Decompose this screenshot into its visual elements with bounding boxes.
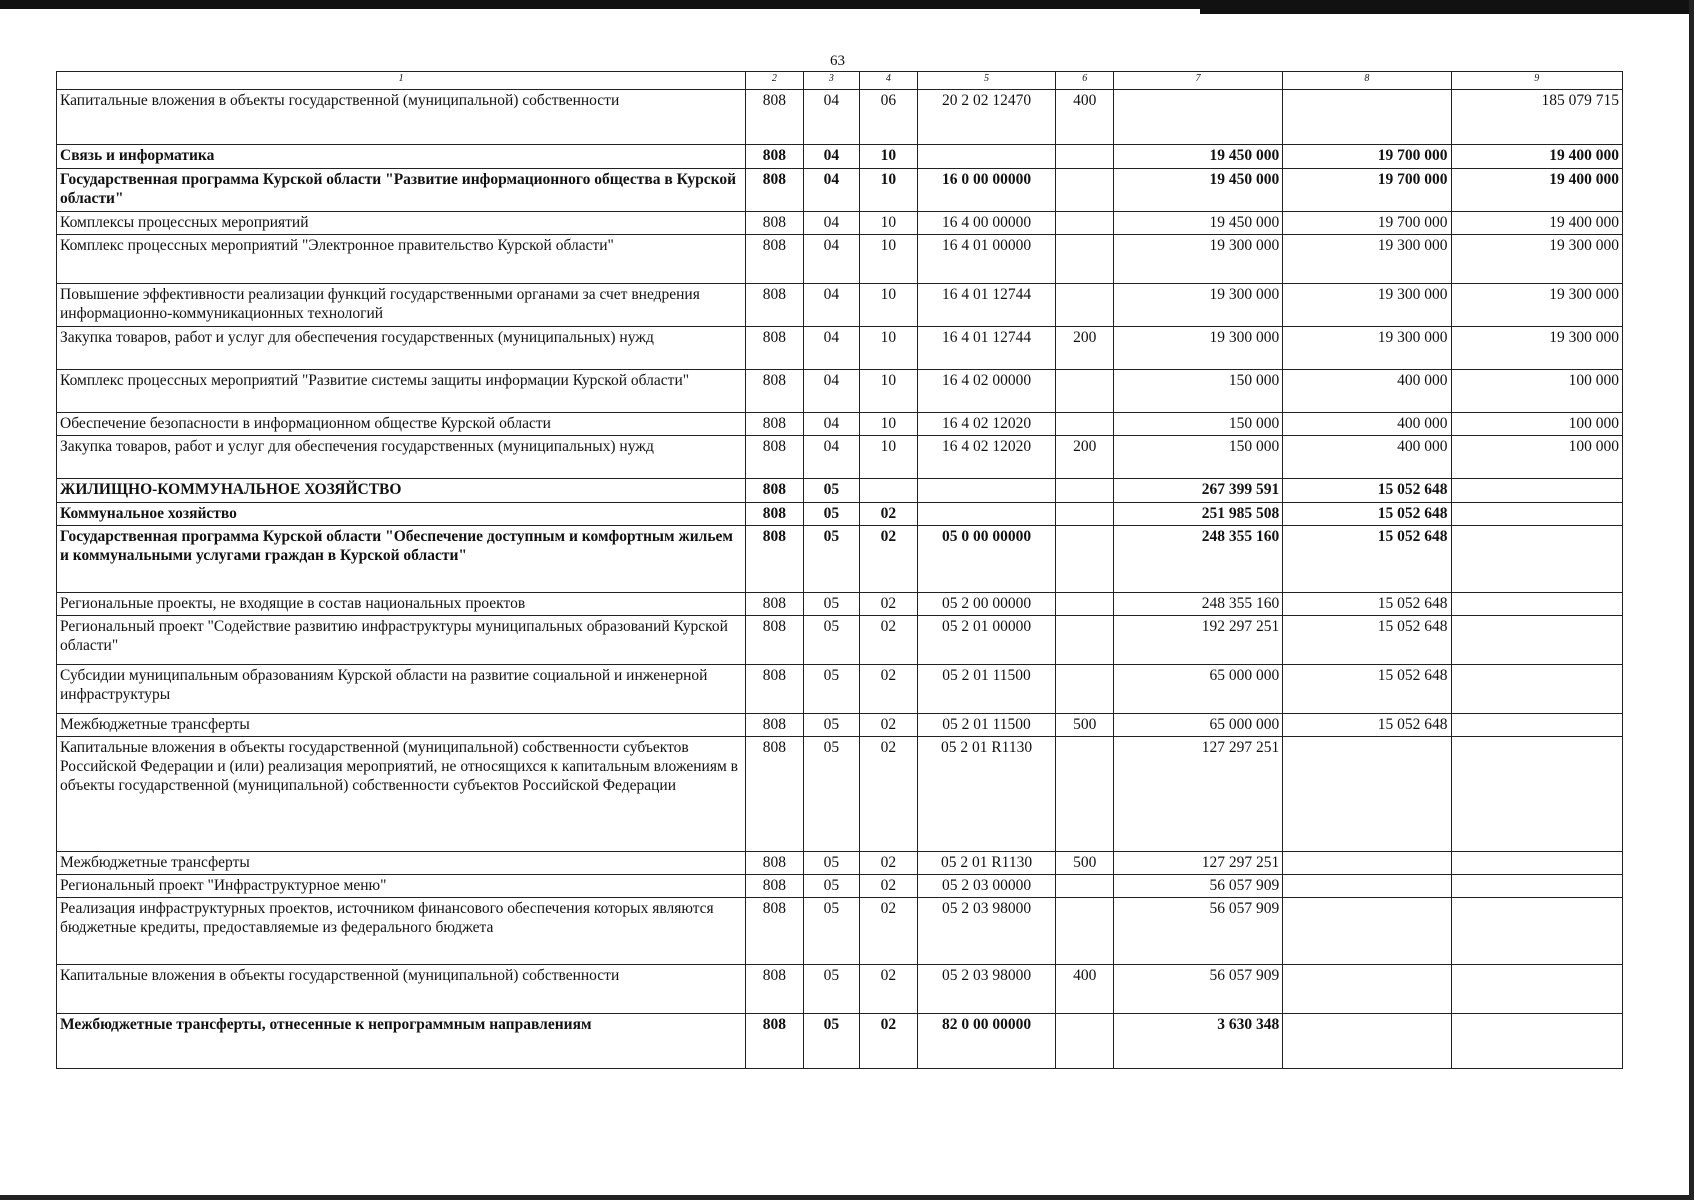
row-name: Реализация инфраструктурных проектов, источником финансового обеспечения которых являются бюджетные кредиты, предоставляемые из федерального бюджета — [57, 898, 746, 965]
cell-amount-year2: 19 700 000 — [1283, 145, 1451, 169]
cell-amount-year1: 248 355 160 — [1114, 593, 1283, 616]
cell-ministry-code: 808 — [746, 169, 804, 212]
cell-subsection-code: 10 — [860, 169, 918, 212]
cell-ministry-code: 808 — [746, 284, 804, 327]
cell-target-article: 05 2 01 11500 — [917, 665, 1056, 714]
table-row — [57, 714, 1623, 737]
cell-subsection-code: 02 — [860, 665, 918, 714]
cell-section-code: 04 — [803, 436, 859, 479]
cell-expense-type — [1056, 875, 1114, 898]
cell-amount-year1: 127 297 251 — [1114, 737, 1283, 852]
cell-amount-year3 — [1451, 593, 1623, 616]
table-row — [57, 1014, 1623, 1069]
cell-expense-type — [1056, 616, 1114, 665]
cell-ministry-code: 808 — [746, 714, 804, 737]
cell-subsection-code: 10 — [860, 212, 918, 235]
cell-target-article — [917, 145, 1056, 169]
cell-section-code: 05 — [803, 479, 859, 503]
cell-subsection-code: 02 — [860, 526, 918, 593]
cell-section-code: 04 — [803, 413, 859, 436]
row-name: Закупка товаров, работ и услуг для обеспечения государственных (муниципальных) нужд — [57, 327, 746, 370]
cell-ministry-code: 808 — [746, 436, 804, 479]
cell-ministry-code: 808 — [746, 145, 804, 169]
cell-amount-year3 — [1451, 875, 1623, 898]
cell-section-code: 04 — [803, 212, 859, 235]
cell-ministry-code: 808 — [746, 90, 804, 145]
cell-amount-year3 — [1451, 1014, 1623, 1069]
table-row — [57, 852, 1623, 875]
cell-target-article: 16 4 01 00000 — [917, 235, 1056, 284]
table-row — [57, 665, 1623, 714]
page-number: 63 — [830, 53, 845, 69]
cell-amount-year1: 56 057 909 — [1114, 875, 1283, 898]
cell-ministry-code: 808 — [746, 593, 804, 616]
cell-ministry-code: 808 — [746, 1014, 804, 1069]
cell-target-article: 05 2 03 98000 — [917, 898, 1056, 965]
cell-expense-type — [1056, 737, 1114, 852]
cell-subsection-code: 02 — [860, 616, 918, 665]
cell-expense-type — [1056, 898, 1114, 965]
cell-target-article: 05 2 01 R1130 — [917, 852, 1056, 875]
cell-expense-type — [1056, 145, 1114, 169]
cell-amount-year1: 19 300 000 — [1114, 284, 1283, 327]
row-name: Региональный проект "Содействие развитию инфраструктуры муниципальных образований Курской области" — [57, 616, 746, 665]
cell-section-code: 05 — [803, 593, 859, 616]
cell-section-code: 04 — [803, 235, 859, 284]
row-name: Субсидии муниципальным образованиям Курской области на развитие социальной и инженерной инфраструктуры — [57, 665, 746, 714]
table-row — [57, 479, 1623, 503]
cell-ministry-code: 808 — [746, 526, 804, 593]
cell-ministry-code: 808 — [746, 665, 804, 714]
cell-target-article: 05 2 01 R1130 — [917, 737, 1056, 852]
cell-amount-year3 — [1451, 503, 1623, 526]
cell-ministry-code: 808 — [746, 875, 804, 898]
cell-ministry-code: 808 — [746, 479, 804, 503]
cell-target-article: 16 4 02 12020 — [917, 436, 1056, 479]
cell-target-article: 05 2 03 00000 — [917, 875, 1056, 898]
cell-amount-year2 — [1283, 965, 1451, 1014]
cell-amount-year3: 100 000 — [1451, 370, 1623, 413]
cell-amount-year2 — [1283, 737, 1451, 852]
cell-expense-type — [1056, 479, 1114, 503]
cell-expense-type — [1056, 1014, 1114, 1069]
cell-subsection-code: 06 — [860, 90, 918, 145]
table-row — [57, 90, 1623, 145]
cell-amount-year2 — [1283, 90, 1451, 145]
cell-target-article: 82 0 00 00000 — [917, 1014, 1056, 1069]
cell-amount-year2: 400 000 — [1283, 436, 1451, 479]
cell-subsection-code: 02 — [860, 714, 918, 737]
column-number-header — [57, 72, 1623, 90]
cell-ministry-code: 808 — [746, 965, 804, 1014]
cell-ministry-code: 808 — [746, 616, 804, 665]
table-row — [57, 212, 1623, 235]
cell-amount-year1: 65 000 000 — [1114, 714, 1283, 737]
cell-amount-year2 — [1283, 1014, 1451, 1069]
table-row — [57, 616, 1623, 665]
cell-subsection-code: 10 — [860, 145, 918, 169]
scan-border-bottom — [0, 1195, 1694, 1200]
cell-target-article: 05 2 00 00000 — [917, 593, 1056, 616]
cell-amount-year2: 19 700 000 — [1283, 212, 1451, 235]
cell-amount-year1: 3 630 348 — [1114, 1014, 1283, 1069]
cell-amount-year1: 19 450 000 — [1114, 169, 1283, 212]
cell-expense-type — [1056, 212, 1114, 235]
cell-expense-type — [1056, 169, 1114, 212]
cell-subsection-code: 02 — [860, 1014, 918, 1069]
cell-amount-year2: 19 300 000 — [1283, 235, 1451, 284]
cell-amount-year2: 19 700 000 — [1283, 169, 1451, 212]
cell-expense-type — [1056, 503, 1114, 526]
cell-subsection-code: 10 — [860, 235, 918, 284]
cell-expense-type — [1056, 526, 1114, 593]
cell-subsection-code: 10 — [860, 413, 918, 436]
cell-section-code: 04 — [803, 90, 859, 145]
cell-subsection-code: 02 — [860, 898, 918, 965]
table-row — [57, 235, 1623, 284]
cell-amount-year2: 19 300 000 — [1283, 284, 1451, 327]
cell-target-article — [917, 503, 1056, 526]
cell-amount-year2: 15 052 648 — [1283, 503, 1451, 526]
cell-amount-year1: 150 000 — [1114, 436, 1283, 479]
header-cell: 6 — [1056, 72, 1114, 90]
cell-amount-year2 — [1283, 852, 1451, 875]
cell-section-code: 05 — [803, 526, 859, 593]
cell-ministry-code: 808 — [746, 327, 804, 370]
table-row — [57, 737, 1623, 852]
cell-expense-type — [1056, 235, 1114, 284]
cell-amount-year3 — [1451, 479, 1623, 503]
row-name: Межбюджетные трансферты — [57, 714, 746, 737]
cell-amount-year2: 400 000 — [1283, 413, 1451, 436]
cell-section-code: 04 — [803, 327, 859, 370]
cell-amount-year3 — [1451, 665, 1623, 714]
header-cell: 7 — [1114, 72, 1283, 90]
cell-expense-type: 400 — [1056, 965, 1114, 1014]
table-row — [57, 965, 1623, 1014]
cell-section-code: 05 — [803, 616, 859, 665]
table-row — [57, 413, 1623, 436]
row-name: Капитальные вложения в объекты государственной (муниципальной) собственности — [57, 965, 746, 1014]
row-name: Коммунальное хозяйство — [57, 503, 746, 526]
cell-amount-year3: 19 300 000 — [1451, 284, 1623, 327]
row-name: Комплекс процессных мероприятий "Развитие системы защиты информации Курской области" — [57, 370, 746, 413]
cell-ministry-code: 808 — [746, 852, 804, 875]
cell-subsection-code: 02 — [860, 737, 918, 852]
cell-ministry-code: 808 — [746, 737, 804, 852]
row-name: Комплекс процессных мероприятий "Электронное правительство Курской области" — [57, 235, 746, 284]
row-name: Связь и информатика — [57, 145, 746, 169]
row-name: Региональный проект "Инфраструктурное меню" — [57, 875, 746, 898]
row-name: Межбюджетные трансферты — [57, 852, 746, 875]
cell-section-code: 05 — [803, 503, 859, 526]
table-row — [57, 284, 1623, 327]
cell-expense-type: 400 — [1056, 90, 1114, 145]
cell-amount-year1: 127 297 251 — [1114, 852, 1283, 875]
cell-section-code: 04 — [803, 284, 859, 327]
cell-amount-year3: 19 300 000 — [1451, 327, 1623, 370]
cell-subsection-code: 02 — [860, 593, 918, 616]
table-row — [57, 875, 1623, 898]
cell-subsection-code: 10 — [860, 327, 918, 370]
cell-subsection-code: 10 — [860, 436, 918, 479]
header-cell: 9 — [1451, 72, 1623, 90]
header-cell: 1 — [57, 72, 746, 90]
table-row — [57, 898, 1623, 965]
cell-target-article: 05 2 01 11500 — [917, 714, 1056, 737]
cell-section-code: 05 — [803, 1014, 859, 1069]
table-row — [57, 169, 1623, 212]
cell-subsection-code — [860, 479, 918, 503]
cell-expense-type — [1056, 413, 1114, 436]
cell-amount-year2: 15 052 648 — [1283, 714, 1451, 737]
cell-target-article: 05 0 00 00000 — [917, 526, 1056, 593]
cell-ministry-code: 808 — [746, 370, 804, 413]
row-name: Закупка товаров, работ и услуг для обеспечения государственных (муниципальных) нужд — [57, 436, 746, 479]
cell-expense-type — [1056, 284, 1114, 327]
cell-expense-type — [1056, 370, 1114, 413]
cell-amount-year3 — [1451, 898, 1623, 965]
cell-target-article: 05 2 01 00000 — [917, 616, 1056, 665]
cell-subsection-code: 02 — [860, 965, 918, 1014]
table-row — [57, 503, 1623, 526]
cell-amount-year3 — [1451, 737, 1623, 852]
cell-section-code: 05 — [803, 852, 859, 875]
cell-amount-year3: 185 079 715 — [1451, 90, 1623, 145]
cell-amount-year3: 19 400 000 — [1451, 212, 1623, 235]
budget-table — [56, 71, 1623, 1069]
cell-amount-year1: 56 057 909 — [1114, 965, 1283, 1014]
cell-amount-year1: 19 450 000 — [1114, 212, 1283, 235]
cell-amount-year3 — [1451, 714, 1623, 737]
cell-amount-year3 — [1451, 526, 1623, 593]
table-row — [57, 145, 1623, 169]
cell-amount-year1: 56 057 909 — [1114, 898, 1283, 965]
cell-section-code: 05 — [803, 965, 859, 1014]
cell-expense-type — [1056, 593, 1114, 616]
row-name: ЖИЛИЩНО-КОММУНАЛЬНОЕ ХОЗЯЙСТВО — [57, 479, 746, 503]
cell-amount-year1: 19 300 000 — [1114, 327, 1283, 370]
cell-ministry-code: 808 — [746, 503, 804, 526]
row-name: Региональные проекты, не входящие в состав национальных проектов — [57, 593, 746, 616]
table-row — [57, 370, 1623, 413]
cell-amount-year1: 251 985 508 — [1114, 503, 1283, 526]
row-name: Государственная программа Курской области "Развитие информационного общества в Курской области" — [57, 169, 746, 212]
table-row — [57, 436, 1623, 479]
cell-amount-year1 — [1114, 90, 1283, 145]
cell-ministry-code: 808 — [746, 235, 804, 284]
row-name: Капитальные вложения в объекты государственной (муниципальной) собственности — [57, 90, 746, 145]
cell-amount-year1: 267 399 591 — [1114, 479, 1283, 503]
cell-subsection-code: 02 — [860, 503, 918, 526]
cell-expense-type: 200 — [1056, 327, 1114, 370]
cell-amount-year2: 15 052 648 — [1283, 665, 1451, 714]
cell-section-code: 05 — [803, 875, 859, 898]
cell-target-article: 16 4 01 12744 — [917, 327, 1056, 370]
cell-amount-year2: 19 300 000 — [1283, 327, 1451, 370]
cell-amount-year3: 100 000 — [1451, 413, 1623, 436]
cell-target-article: 16 4 01 12744 — [917, 284, 1056, 327]
scan-border-top-right — [1200, 0, 1694, 14]
cell-target-article — [917, 479, 1056, 503]
cell-ministry-code: 808 — [746, 212, 804, 235]
row-name: Повышение эффективности реализации функций государственными органами за счет внедрения информационно-коммуникационных технологий — [57, 284, 746, 327]
cell-expense-type: 200 — [1056, 436, 1114, 479]
cell-expense-type — [1056, 665, 1114, 714]
cell-section-code: 05 — [803, 898, 859, 965]
cell-amount-year2: 15 052 648 — [1283, 479, 1451, 503]
row-name: Комплексы процессных мероприятий — [57, 212, 746, 235]
cell-amount-year3: 19 400 000 — [1451, 145, 1623, 169]
cell-amount-year3: 19 400 000 — [1451, 169, 1623, 212]
header-cell: 5 — [917, 72, 1056, 90]
cell-amount-year2: 400 000 — [1283, 370, 1451, 413]
cell-target-article: 05 2 03 98000 — [917, 965, 1056, 1014]
cell-amount-year3 — [1451, 965, 1623, 1014]
cell-expense-type: 500 — [1056, 852, 1114, 875]
cell-ministry-code: 808 — [746, 413, 804, 436]
cell-section-code: 04 — [803, 370, 859, 413]
cell-amount-year2: 15 052 648 — [1283, 593, 1451, 616]
cell-amount-year1: 19 450 000 — [1114, 145, 1283, 169]
cell-section-code: 05 — [803, 665, 859, 714]
scan-border-right — [1689, 0, 1694, 1200]
cell-amount-year3: 100 000 — [1451, 436, 1623, 479]
cell-section-code: 04 — [803, 169, 859, 212]
cell-amount-year3 — [1451, 616, 1623, 665]
cell-amount-year1: 248 355 160 — [1114, 526, 1283, 593]
table-row — [57, 526, 1623, 593]
cell-section-code: 04 — [803, 145, 859, 169]
cell-ministry-code: 808 — [746, 898, 804, 965]
cell-amount-year2: 15 052 648 — [1283, 526, 1451, 593]
cell-amount-year1: 192 297 251 — [1114, 616, 1283, 665]
cell-amount-year3 — [1451, 852, 1623, 875]
row-name: Обеспечение безопасности в информационном обществе Курской области — [57, 413, 746, 436]
cell-section-code: 05 — [803, 714, 859, 737]
cell-amount-year1: 150 000 — [1114, 413, 1283, 436]
cell-amount-year1: 150 000 — [1114, 370, 1283, 413]
cell-target-article: 16 4 02 12020 — [917, 413, 1056, 436]
cell-target-article: 16 4 00 00000 — [917, 212, 1056, 235]
header-cell: 8 — [1283, 72, 1451, 90]
cell-amount-year1: 65 000 000 — [1114, 665, 1283, 714]
row-name: Межбюджетные трансферты, отнесенные к непрограммным направлениям — [57, 1014, 746, 1069]
cell-amount-year2 — [1283, 875, 1451, 898]
cell-section-code: 05 — [803, 737, 859, 852]
cell-subsection-code: 10 — [860, 370, 918, 413]
header-cell: 3 — [803, 72, 859, 90]
cell-amount-year2: 15 052 648 — [1283, 616, 1451, 665]
cell-expense-type: 500 — [1056, 714, 1114, 737]
cell-subsection-code: 10 — [860, 284, 918, 327]
cell-amount-year2 — [1283, 898, 1451, 965]
table-row — [57, 593, 1623, 616]
cell-subsection-code: 02 — [860, 852, 918, 875]
table-row — [57, 327, 1623, 370]
cell-target-article: 20 2 02 12470 — [917, 90, 1056, 145]
header-cell: 2 — [746, 72, 804, 90]
row-name: Капитальные вложения в объекты государственной (муниципальной) собственности субъектов Российской Федерации и (или) реализация мероприятий, не относящихся к капитальным вложениям в объекты государственной (муниципальной) собственности субъектов Российской Федерации — [57, 737, 746, 852]
cell-target-article: 16 0 00 00000 — [917, 169, 1056, 212]
header-cell: 4 — [860, 72, 918, 90]
cell-amount-year3: 19 300 000 — [1451, 235, 1623, 284]
row-name: Государственная программа Курской области "Обеспечение доступным и комфортным жильем и коммунальными услугами граждан в Курской области" — [57, 526, 746, 593]
cell-target-article: 16 4 02 00000 — [917, 370, 1056, 413]
cell-subsection-code: 02 — [860, 875, 918, 898]
cell-amount-year1: 19 300 000 — [1114, 235, 1283, 284]
